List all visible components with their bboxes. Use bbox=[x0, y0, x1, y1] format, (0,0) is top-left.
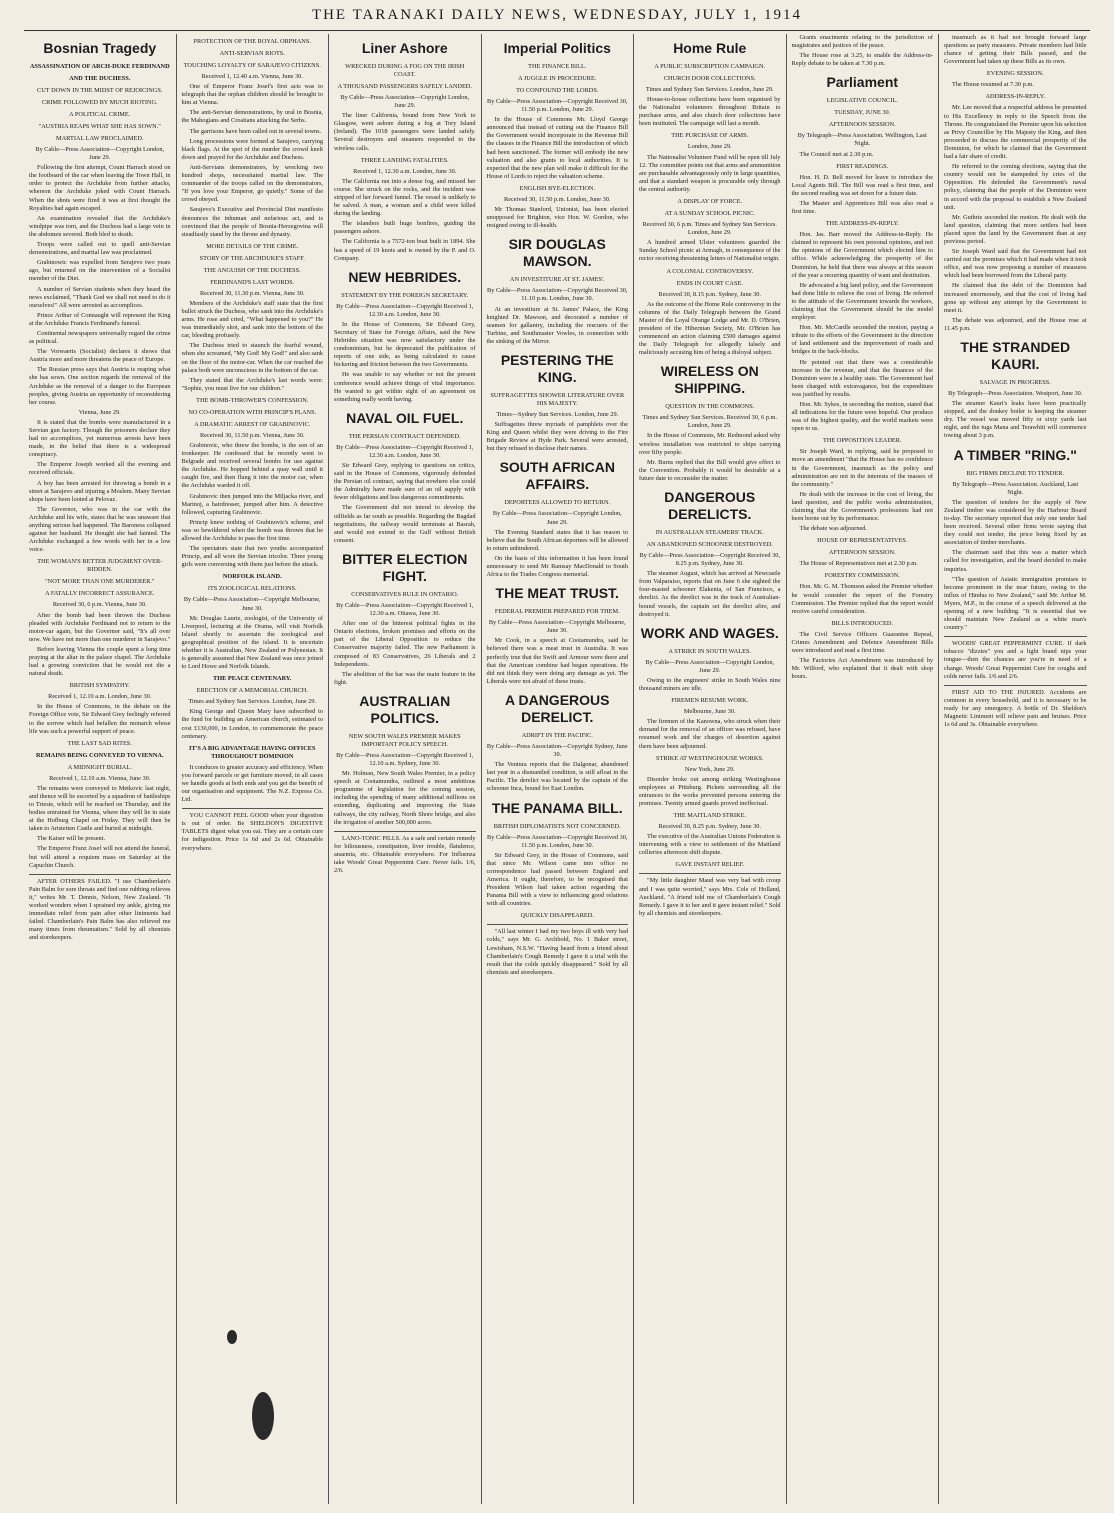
dateline: By Cable—Press Association—Copyright London, June 29. bbox=[492, 510, 622, 526]
ink-blot bbox=[252, 1392, 274, 1440]
sub-headline: "NOT MORE THAN ONE MURDERER." bbox=[45, 578, 155, 586]
masthead-rule bbox=[24, 30, 1090, 31]
article-paragraph: In the House of Commons Mr. Lloyd George announced that instead of cutting out the Finance Bill the Government would incorporate in the Revenue Bill the clauses in the Finance Bill the introduction of which had been sanctioned. The former will embody the new valuation and also grants to local authorities. It is expected that the new plan will make it difficult for the House of Lords to reject the valuation scheme. bbox=[486, 116, 628, 180]
article-paragraph: The Civil Service Officers Guarantee Repeal, Crimes Amendment and Defence Amendment Bills were introduced and read a first time. bbox=[791, 630, 933, 654]
article-paragraph: House-to-house collections have been organised by the Nationalist volunteers throughout Britain to purchase arms, and also church door collections have been instituted. The campaign will last a month. bbox=[639, 96, 781, 128]
article-paragraph: A hundred armed Ulster volunteers guarded the Sunday School picnic at Armagh, in consequence of the rector receiving threatening letters of Nationalist origin. bbox=[639, 239, 781, 263]
article-paragraph: Hon. Mr. McCardle seconded the motion, paying a tribute to the efforts of the Government in the direction of land settlement and the improvement of roads and bridges in the back-blocks. bbox=[791, 324, 933, 356]
article-paragraph: Princip knew nothing of Grabinovic's scheme, and was so bewildered when the bomb was thrown that he allowed the Archduke to pass the first time. bbox=[181, 518, 323, 543]
sub-headline: CUT DOWN IN THE MIDST OF REJOICINGS. bbox=[37, 87, 163, 94]
article-headline: THE PANAMA BILL. bbox=[491, 799, 623, 816]
sub-headline: A JUGGLE IN PROCEDURE. bbox=[518, 75, 597, 82]
article-paragraph: "The question of Asiatic immigration promises to become prominent in the near future, owing to the influx of Hindus to New Zealand," said Mr. Arthur M. Myers, M.P., in the course of a speech delivered at the opening of a new building. "It is essential that we should maintain New Zealand as a white man's country." bbox=[944, 575, 1087, 632]
sub-headline: TO CONFOUND THE LORDS. bbox=[516, 87, 599, 94]
dateline: Received 30, 6 p.m. Times and Sydney Sun Services. London, June 29. bbox=[642, 221, 777, 237]
article-headline: Liner Ashore bbox=[361, 40, 448, 56]
article-headline: Bosnian Tragedy bbox=[43, 40, 157, 56]
sub-headline: FIREMEN RESUME WORK. bbox=[671, 697, 749, 705]
sub-headline: ADRIFT IN THE PACIFIC. bbox=[521, 731, 593, 739]
sub-headline: CHURCH DOOR COLLECTIONS. bbox=[663, 75, 756, 82]
article-paragraph: Sir Joseph Ward said that the Government had not carried out the promises which it had made when it took office, and was now proposing a number of measures which had been borrowed from the Liberal party. bbox=[944, 248, 1087, 280]
column bbox=[634, 34, 787, 1504]
sub-headline: BIG FIRMS DECLINE TO TENDER. bbox=[966, 469, 1064, 477]
article-paragraph: inasmuch as it had not brought forward large questions as party measures. Private members had little chance of getting their Bills passed, and the Government had taken up these Bills as its own. bbox=[944, 34, 1087, 66]
sub-headline: STORY OF THE ARCHDUKE'S STAFF. bbox=[199, 254, 305, 262]
article-paragraph: The Evening Standard states that it has reason to believe that the South African deportees will be allowed to return unhindered. bbox=[486, 528, 628, 552]
article-paragraph: Owing to the engineers' strike in South Wales nine thousand miners are idle. bbox=[639, 676, 781, 693]
sub-headline: AN INVESTITURE AT ST. JAMES'. bbox=[509, 276, 605, 284]
article-paragraph: On the basis of this information it has been found unnecessary to send Mr Ramsay MacDonald to South Africa to the Trades Congress memorial. bbox=[486, 554, 628, 579]
article-paragraph: Mr. Lee moved that a respectful address be presented to His Excellency in reply to the Speech from the Throne. He congratulated the Premier upon his selection as Privy Councillor by His Majesty the King, and then proceeded to discuss the commercial prosperity of the Dominion, for which he claimed that the Government had a fair share of credit. bbox=[944, 104, 1087, 161]
article-paragraph: The debate was adjourned. bbox=[799, 525, 867, 533]
article-paragraph: Long processions were formed at Sarajevo, carrying black flags. At the spot of the murder the crowd knelt down and prayed for the Archduke and Duchess. bbox=[181, 137, 323, 161]
sub-headline: SALVAGE IN PROGRESS. bbox=[979, 379, 1051, 386]
article-paragraph: Troops were called out to quell anti-Servian demonstrations, and martial law was proclaimed. bbox=[29, 241, 171, 257]
article-paragraph: The Kaiser will be present. bbox=[37, 835, 106, 843]
advertisement: WOODS' GREAT PEPPERMINT CURE. If dark tobacco "dizzies" you and a light brand nips your tongue—then the chances are you're in need of a change. Woods' Great Peppermint Cure for coughs and colds never fails. 1/6 and 2/6. bbox=[944, 636, 1087, 680]
dateline: By Cable—Press Association—Copyright Received 30, 11.50 p.m. London, June 29. bbox=[487, 98, 628, 114]
article-paragraph: The Nationalist Volunteer Fund will be open till July 12. The committee points out that arms and ammunition are purchasable advantageously only in large quantities, and that a standard weapon is procurable only through the central authority. bbox=[639, 153, 781, 193]
article-paragraph: Prince Arthur of Connaught will represent the King at the Archduke Francis Ferdinand's funeral. bbox=[29, 311, 171, 327]
article-headline: WIRELESS ON SHIPPING. bbox=[660, 363, 759, 397]
article-paragraph: Grabinovic then jumped into the Miljacka river, and Marinoj, a hairdresser, jumped after him. A detective followed, capturing Grabinovic. bbox=[181, 492, 323, 516]
sub-headline: THE BOMB-THROWER'S CONFESSION. bbox=[196, 396, 309, 404]
sub-headline: BRITISH SYMPATHY. bbox=[69, 682, 130, 690]
article-headline: A TIMBER "RING." bbox=[953, 446, 1077, 463]
article-paragraph: The abolition of the bar was the main feature in the fight. bbox=[334, 670, 476, 686]
advertisement: "My little daughter Maud was very bad with croup and I was quite worried," says Mrs. Cole of Holland, Auckland. "A friend told me of Chamberlain's Cough Remedy. I gave it to her and it gave instant relief." Sold by all chemists and storekeepers. bbox=[639, 873, 781, 917]
dateline: London, June 29. bbox=[687, 143, 732, 151]
dateline: By Cable—Press Association—Copyright Received 1, 12.10 a.m. Sydney, June 30. bbox=[336, 751, 474, 767]
article-headline: PESTERING THE KING. bbox=[500, 351, 614, 385]
dateline: New York, June 29. bbox=[684, 765, 735, 773]
sub-headline: ANTI-SERVIAN RIOTS. bbox=[219, 50, 285, 57]
article-paragraph: The spectators state that two youths accompanied Princip, and all wore the Servian tricolor. Three young girls were conversing with them just before the attack. bbox=[181, 545, 323, 569]
sub-headline: QUICKLY DISAPPEARED. bbox=[520, 912, 594, 920]
masthead: THE TARANAKI DAILY NEWS, WEDNESDAY, JULY 1, 1914 bbox=[311, 7, 803, 23]
article-paragraph: The House rose at 3.25, to enable the Address-in-Reply debate to be taken at 7.30 p.m. bbox=[791, 52, 933, 68]
article-paragraph: The Emperor Joseph worked all the evening and received officials. bbox=[29, 461, 171, 477]
sub-headline: ENDS IN COURT CASE. bbox=[676, 279, 743, 287]
sub-headline: A POLITICAL CRIME. bbox=[69, 111, 131, 118]
article-paragraph: The Council met at 2.30 p.m. bbox=[799, 150, 874, 158]
sub-headline: A THOUSAND PASSENGERS SAFELY LANDED. bbox=[337, 83, 472, 90]
article-paragraph: Grabinowic was expelled from Serajevo two years ago, but returned on the intervention of a Socialist member of the Diet. bbox=[29, 259, 171, 283]
article-paragraph: Hon. Mr. Sykes, in seconding the motion, stated that all indications for the future were hopeful. Our produce was of the highest quality, and the world markets were open to us. bbox=[791, 401, 933, 433]
dateline: By Cable—Press Association—Copyright Received 30, 8.25 p.m. Sydney, June 30. bbox=[639, 552, 780, 568]
article-paragraph: The Governor, who was in the car with the Archduke and his wife, states that he was unaware that anything serious had happened. The Baroness collapsed against her husband. He thought she had fainted. The Archduke exchanged a few words with her in a low voice. bbox=[29, 505, 171, 554]
sub-headline: HOUSE OF REPRESENTATIVES. bbox=[817, 537, 908, 545]
article-paragraph: Hon. Mr. G. M. Thomson asked the Premier whether he would consider the report of the Forestry Commission. The Premier replied that the report would receive careful consideration. bbox=[791, 583, 933, 615]
sub-headline: THE PEACE CENTENARY. bbox=[213, 675, 292, 683]
article-paragraph: The question of tenders for the supply of New Zealand timber was considered by the Harbour Board to-day. The secretary reported that only one tender had been received. Several other firms wrote saying that they could not tender, the price being fixed by an association of timber merchants. bbox=[944, 498, 1087, 547]
sub-headline: LEGISLATIVE COUNCIL. bbox=[826, 97, 898, 105]
article-paragraph: Sir Edward Grey, in the House of Commons, said that since Mr. Wilson came into office no correspondence had passed between England and America. It ought, therefore, to be recognised that President Wilson had taken action regarding the Panama Bill with a view to influencing good relations with all countries. bbox=[486, 851, 628, 908]
sub-headline: DEPORTEES ALLOWED TO RETURN. bbox=[504, 499, 611, 507]
sub-headline: ENGLISH BYE-ELECTION. bbox=[519, 184, 596, 192]
article-paragraph: The remains were conveyed to Metkovic last night, and thence will be escorted by a squadron of battleships to Trieste, which will be reached on Thursday, and the bodies entrained for Vienna, where they will lie in state at the Hofburg Chapel on Friday. They will then be taken to Artstetten Castle and buried at midnight. bbox=[29, 784, 171, 833]
article-paragraph: In the House of Commons, Mr. Redmond asked why wireless installation was restricted to ships carrying over fifty people. bbox=[639, 432, 781, 456]
article-paragraph: As the outcome of the Home Rule controversy in the columns of the Daily Telegraph between the Grand Master of the Loyal Orange Lodge and Mr. D. O'Brien, president of the Hibernian Society, Mr. O'Brien has commenced an action claiming £500 damages against the Daily Telegraph for allegedly falsely and maliciously accusing him of being a disloyal subject. bbox=[639, 300, 781, 357]
sub-headline: BRITISH DIPLOMATISTS NOT CONCERNED. bbox=[493, 822, 621, 830]
sub-headline: FERDINAND'S LAST WORDS. bbox=[210, 278, 295, 286]
article-paragraph: He dealt with the increase in the cost of living, the land question, and the public works administration, claiming that the Government's professions had not been borne out by its performance. bbox=[791, 490, 933, 523]
sub-headline: STATEMENT BY THE FOREIGN SECRETARY. bbox=[341, 291, 469, 299]
sub-headline: ITS ZOOLOGICAL RELATIONS. bbox=[207, 585, 297, 593]
sub-headline: WRECKED DURING A FOG ON THE IRISH COAST. bbox=[345, 63, 465, 78]
article-paragraph: It is stated that the bombs were manufactured in a Servian gun factory. Though the prisoners declare they had no accomplices, yet numerous arrests have been made, in the belief that there is a widespread conspiracy. bbox=[29, 418, 171, 459]
article-paragraph: The Emperor Franz Josef will not attend the funeral, but will attend a requiem mass on Saturday at the Capuchin Church. bbox=[29, 845, 171, 869]
sub-headline: REMAINS BEING CONVEYED TO VIENNA. bbox=[35, 751, 164, 759]
sub-headline: THE OPPOSITION LEADER. bbox=[822, 437, 902, 445]
sub-headline: FEDERAL PREMIER PREPARED FOR THEM. bbox=[494, 608, 620, 616]
column bbox=[787, 34, 940, 1504]
article-paragraph: They stated that the Archduke's last words were: "Sophie, you must live for our children." bbox=[181, 376, 323, 392]
article-paragraph: After the bomb had been thrown the Duchess pleaded with Archduke Ferdinand not to return to the motor-car again, but the Governor said, "It's all over now. We have not more than one murderer in Sarajevo." bbox=[29, 611, 171, 643]
dateline: Times and Sydney Sun Services. Received 30, 6 p.m. London, June 29. bbox=[642, 414, 777, 430]
dateline: By Cable—Press Association—Copyright Received 1, 12.30 a.m. London, June 30. bbox=[336, 302, 474, 318]
article-paragraph: The steamer August, which has arrived at Newcastle from Valparaiso, reports that on June 6 she sighted the four-masted schooner Elakenia, of San Francisco, a derelict. As the derelict was in the track of Australian-bound vessels, the captain set the derelict afire, and destroyed it. bbox=[639, 570, 781, 618]
sub-headline: FIRST READINGS. bbox=[836, 162, 889, 170]
sub-headline: A COLONIAL CONTROVERSY. bbox=[666, 267, 754, 275]
column bbox=[177, 34, 330, 1504]
sub-headline: ADDRESS-IN-REPLY. bbox=[985, 93, 1046, 101]
article-paragraph: It conduces to greater accuracy and efficiency. When you forward parcels or get furniture moved, in all cases we handle goods at both ends and you get the benefit of our organisation and equipment. The N.Z. Express Co. Ltd. bbox=[181, 763, 323, 804]
article-paragraph: The chairman said that this was a matter which called for investigation, and the board decided to make inquiries. bbox=[944, 549, 1087, 573]
sub-headline: TUESDAY, JUNE 30. bbox=[834, 109, 891, 117]
sub-headline: NORFOLK ISLAND. bbox=[222, 573, 282, 581]
sub-headline: CONSERVATIVES RULE IN ONTARIO. bbox=[351, 590, 459, 598]
sub-headline: AN ABANDONED SCHOONER DESTROYED. bbox=[646, 541, 773, 548]
dateline: Times and Sydney Sun Services. London, June 29. bbox=[188, 698, 317, 706]
dateline: By Cable—Press Association—Copyright Melbourne, June 30. bbox=[488, 619, 626, 635]
column bbox=[939, 34, 1092, 1504]
article-paragraph: Members of the Archduke's staff state that the first bullet struck the Duchess, who sank into the Archduke's arms. He rose and cried, "What happened to you?" He was immediately shot, and sank into the bottom of the car, bleeding profusely. bbox=[181, 299, 323, 340]
article-paragraph: Grants enactments relating to the jurisdiction of magistrates and justices of the peace. bbox=[791, 34, 933, 50]
sub-headline: PROTECTION OF THE ROYAL ORPHANS. bbox=[193, 38, 311, 45]
sub-headline: TOUCHING LOYALTY OF SARAJEVO CITIZENS. bbox=[183, 62, 321, 69]
article-paragraph: He was unable to say whether or not the present conference would achieve things of vital importance. He wanted to get within sight of an agreement on something really worth having. bbox=[334, 371, 476, 403]
article-headline: WORK AND WAGES. bbox=[640, 624, 779, 641]
article-headline: NAVAL OIL FUEL. bbox=[346, 409, 464, 426]
article-paragraph: Mr. Holman, New South Wales Premier, in a policy speech at Cootamundra, outlined a most ambitious programme of legislation for the coming session, including the spending of many additional millions on extending, duplicating and improving the State railways, the city railway, North Shore bridge, and also the irrigation of another 500,000 acres. bbox=[334, 770, 476, 826]
article-headline: DANGEROUS DERELICTS. bbox=[664, 489, 756, 522]
dateline: Received 30, 11.50 p.m. London, June 30. bbox=[504, 195, 611, 203]
dateline: By Cable—Press Association—Copyright Received 1, 12.30 a.m. Ottawa, June 30. bbox=[336, 601, 474, 618]
sub-headline: BILLS INTRODUCED. bbox=[831, 619, 894, 627]
article-headline: AUSTRALIAN POLITICS. bbox=[359, 692, 451, 726]
dateline: Times—Sydney Sun Services. London, June 29. bbox=[496, 410, 619, 418]
dateline: By Cable—Press Association—Copyright London, June 29. bbox=[340, 94, 470, 110]
article-paragraph: Mr. Burns replied that the Bill would give effect to the Convention. Probably it would be desirable at a future date to reconsider the matter. bbox=[639, 458, 781, 482]
article-paragraph: Disorder broke out among striking Westinghouse employees at Pittsburg. Pickets surrounding all the entrances to the works prevented persons entering the premises. Twenty armed guards proved ineffectual. bbox=[639, 775, 781, 807]
sub-headline: THE PURCHASE OF ARMS. bbox=[671, 132, 749, 140]
dateline: By Cable—Press Association—Copyright Melbourne, June 30. bbox=[183, 596, 321, 612]
sub-headline: A FATALLY INCORRECT ASSURANCE. bbox=[45, 590, 155, 598]
dateline: Received 30, 8.25 p.m. Sydney, June 30. bbox=[658, 823, 761, 831]
article-paragraph: In the House of Commons, Sir Edward Grey, Secretary of State for Foreign Affairs, said the New Hebrides situation was now satisfactory under the condominium, but he deprecated the publication of reports of one side, as being calculated to cause bickering and friction between the two Governments. bbox=[334, 320, 476, 369]
article-paragraph: The Factories Act Amendment was introduced by Mr. Wilford, who explained that it dealt with shop hours. bbox=[791, 657, 933, 681]
dateline: By Cable—Press Association—Copyright Received 1, 12.30 a.m. London, June 30. bbox=[336, 443, 474, 459]
article-headline: BITTER ELECTION FIGHT. bbox=[342, 550, 468, 584]
article-paragraph: One of Emperor Franz Josef's first acts was to telegraph that the orphan children should be brought to him at Vienna. bbox=[181, 83, 323, 107]
sub-headline: GAVE INSTANT RELIEF. bbox=[675, 861, 745, 869]
dateline: By Cable—Press Association—Copyright Received 30, 11.10 p.m. London, June 30. bbox=[487, 287, 628, 303]
article-paragraph: Following the first attempt, Count Harrach stood on the footboard of the car when leaving the Town Hall, in order to protect the Archduke from further attacks, whereon the Archduke joked with Count Harrach. When the shots were fired it was at first thought the Royalties had again escaped. bbox=[29, 164, 171, 212]
article-paragraph: He claimed that the debt of the Dominion had increased enormously, and that the cost of living had gone up without any attempt by the Government to meet it. bbox=[944, 282, 1087, 314]
article-paragraph: A number of Servian students when they heard the news exclaimed, "Thank God we shall not need to do it ourselves!" All were arrested as accomplices. bbox=[29, 285, 171, 309]
sub-headline: A DISPLAY OF FORCE. bbox=[677, 198, 743, 206]
sub-headline: THE MAITLAND STRIKE. bbox=[673, 812, 747, 820]
sub-headline: FORESTRY COMMISSION. bbox=[824, 572, 900, 580]
dateline: Received 1, 12.10 a.m. Vienna, June 30. bbox=[49, 774, 151, 782]
article-paragraph: An examination revealed that the Archduke's windpipe was torn, and the Duchess had a large vein in the abdomen severed. Both bled to death. bbox=[29, 214, 171, 238]
article-paragraph: The California is a 7572-ton boat built in 1894. She has a speed of 19 knots and is owned by the P. and O. Company. bbox=[334, 238, 476, 262]
article-paragraph: The Master and Apprentices Bill was also read a first time. bbox=[791, 199, 933, 216]
article-paragraph: Hon. H. D. Bell moved for leave to introduce the Local Agents Bill. The Bill was read a first time, and the second reading was set down for a future date. bbox=[791, 173, 933, 197]
article-paragraph: Suffragettes threw myriads of pamphlets over the King and Queen whilst they were driving to the Fire Brigade Review at Hyde Park. Several were arrested, but they refused to disclose their names. bbox=[486, 421, 628, 453]
sub-headline: A DRAMATIC ARREST OF GRABINOVIC. bbox=[194, 420, 311, 428]
dateline: Received 30, 8.15 p.m. Sydney, June 30. bbox=[658, 290, 761, 298]
advertisement: YOU CANNOT FEEL GOOD when your digestion is out of order. Be SHELDON'S DIGESTIVE TABLETS digest what you eat. They are a certain cure for indigestion. Price 1s 6d and 2s 6d. Obtainable everywhere. bbox=[182, 808, 324, 852]
advertisement: LANO-TONIC PILLS. As a safe and certain remedy for biliousness, constipation, liver trouble, flatulence, anaemia, etc. Obtainable everywhere. For Influenza take Woods' Great Peppermint Cure. Never fails. 1/6, 2/6. bbox=[334, 831, 476, 875]
article-paragraph: Mr Thomas Stanford, Unionist, has been elected unopposed for Brighton, vice Hon. W. Gordon, who resigned owing to ill-health. bbox=[486, 206, 628, 230]
article-paragraph: Mr. Douglas Laurie, zoologist, of the University of Liverpool, lecturing at the Orama, will visit Norfolk Island shortly to ascertain the zoological and geographical position of the island. It is uncertain whether it is Australian, New Zealand or Polynesian. It is generally assumed that New Zealand was once joined to Lord Howe and Norfolk Islands. bbox=[181, 614, 323, 671]
article-headline: Imperial Politics bbox=[503, 40, 611, 56]
newspaper-columns bbox=[24, 34, 1092, 1504]
column bbox=[24, 34, 177, 1504]
article-paragraph: Before leaving Vienna the couple spent a long time praying at the altar in the palace chapel. The Archduke had a growing conviction that he would not die a natural death. bbox=[29, 645, 171, 678]
article-headline: NEW HEBRIDES. bbox=[348, 268, 462, 285]
article-paragraph: The House resumed at 7.30 p.m. bbox=[952, 81, 1034, 89]
dateline: By Cable—Press Association—Copyright Sydney, June 30. bbox=[486, 742, 628, 759]
sub-headline: AFTERNOON SESSION. bbox=[828, 549, 896, 557]
article-paragraph: Mr Cook, in a speech at Cootamundra, said he believed there was a meat trust in Australia. It was perfectly true that the Swift and Armour were there and that the American combine had begun operations. He did not think they were doing any damage as yet. The Liberals were not afraid of these trusts. bbox=[486, 637, 628, 685]
article-paragraph: The House of Representatives met at 2.30 p.m. bbox=[799, 560, 918, 568]
sub-headline: THE LAST SAD RITES. bbox=[67, 739, 132, 747]
sub-headline: CRIME FOLLOWED BY MUCH RIOTING. bbox=[41, 99, 158, 106]
sub-headline: THE WOMAN'S BETTER JUDGMENT OVER-RIDDEN. bbox=[37, 558, 163, 574]
sub-headline: THE FINANCE BILL. bbox=[528, 63, 587, 70]
article-paragraph: The executive of the Australian Unions Federation is intervening with a view to settlement of the Maitland collieries afternoon shift dispute. bbox=[639, 833, 781, 857]
dateline: By Cable—Press Association—Copyright London, June 29. bbox=[645, 658, 775, 674]
advertisement: FIRST AID TO THE INJURED. Accidents are common in every household, and it is necessary to be ready for any emergency. A bottle of Dr. Sheldon's Magnetic Liniment will relieve pain and bruises. Price 1s 6d and 3s. Obtainable everywhere. bbox=[944, 685, 1087, 729]
article-paragraph: Sir Joseph Ward, in replying, said he proposed to move an amendment "that the House has no confidence in the Government, inasmuch as the policy and administration are not in the interests of the masses of the community." bbox=[791, 448, 933, 488]
article-paragraph: Continental newspapers universally regard the crime as political. bbox=[29, 329, 171, 346]
dateline: Melbourne, June 30. bbox=[683, 708, 736, 716]
dateline: By Telegraph—Press Association. Auckland, Last Night. bbox=[952, 480, 1079, 496]
article-paragraph: Mr. Guthrie seconded the motion. He dealt with the land question, claiming that more settlers had been placed upon the land by the Government than at any previous period. bbox=[944, 213, 1087, 245]
sub-headline: QUESTION IN THE COMMONS. bbox=[665, 403, 755, 411]
article-headline: A DANGEROUS DERELICT. bbox=[505, 691, 610, 725]
article-paragraph: The Vorwaerts (Socialist) declares it shows that Austria more and more threatens the peace of Europe. bbox=[29, 348, 171, 364]
article-paragraph: The Ventura reports that the Dalgonar, abandoned last year in a dismantled condition, is still afloat in the Pacific. The derelict was located by the captain of the schooner Inca, bound for East London. bbox=[486, 761, 628, 793]
column bbox=[329, 34, 482, 1504]
sub-headline: STRIKE AT WESTINGHOUSE WORKS. bbox=[656, 754, 764, 762]
dateline: Received 30, 6 p.m. Vienna, June 30. bbox=[52, 601, 147, 609]
article-headline: THE STRANDED KAURI. bbox=[960, 339, 1071, 372]
sub-headline: NO CO-OPERATION WITH PRINCIP'S PLANS. bbox=[188, 408, 317, 416]
dateline: By Telegraph—Press Association. Wellington, Last Night. bbox=[797, 132, 927, 148]
article-headline: SIR DOUGLAS MAWSON. bbox=[508, 236, 606, 270]
advertisement: "All last winter I had my two boys ill with very bad colds," says Mr. G. Archbold, No. 1 Baker street, Lewisham, N.S.W. "Having heard from a friend about Chamberlain's Cough Remedy I gave it a trial with the result that the colds quickly disappeared." Sold by all chemists and storekeepers. bbox=[487, 924, 629, 977]
ink-blot bbox=[227, 1330, 237, 1344]
sub-headline: THREE LANDING FATALITIES. bbox=[360, 156, 449, 164]
article-paragraph: Hon. Jas. Barr moved the Address-in-Reply. He claimed to represent his own personal opinions, and not the opinions of the Government which elected him to office. While acknowledging the prosperity of the Dominion, he held that there was always at this season of the year a recurring quantity of want and destitution. bbox=[791, 231, 933, 279]
dateline: By Telegraph—Press Association. Westport, June 30. bbox=[948, 390, 1083, 397]
article-paragraph: The liner California, bound from New York to Glasgow, went ashore during a fog at Tory Island (Ireland). The 1018 passengers were landed safely. Several destroyers and steamers responded to the wireless calls. bbox=[334, 112, 476, 152]
dateline: Received 30, 11.50 p.m. Vienna, June 30. bbox=[199, 431, 305, 439]
article-paragraph: The islanders built huge bonfires, guiding the passengers ashore. bbox=[334, 220, 476, 236]
article-paragraph: The firemen of the Kanowna, who struck when their demand for the removal of an officer was refused, have resumed work and the charges of desertion against them have been adjourned. bbox=[639, 718, 781, 750]
article-paragraph: The anti-Servian demonstrations, by ural in Bosnia, the Mahogians and Croatians attacking the Serbs. bbox=[181, 109, 323, 125]
sub-headline: ERECTION OF A MEMORIAL CHURCH. bbox=[196, 687, 308, 695]
sub-headline: IT'S A BIG ADVANTAGE HAVING OFFICES THROUGHOUT DOMINION bbox=[189, 744, 316, 760]
sub-headline: EVENING SESSION. bbox=[986, 70, 1044, 78]
article-paragraph: The Government did not intend to develop the oilfields as far south as possible. Regarding the Bagdad negotiations, the railway would terminate at Basrah, and would not extend to the Gulf without British consent. bbox=[334, 504, 476, 544]
article-paragraph: Anti-Servians demonstrators, by wrecking two hundred shops, necessitated martial law. The commander of the troops called on the demonstrators, "If you love your Emperor, go quietly." Some of the crowd obeyed. bbox=[181, 163, 323, 204]
sub-headline: THE ADDRESS-IN-REPLY. bbox=[825, 220, 899, 228]
dateline: Received 30, 11.30 p.m. Vienna, June 30. bbox=[199, 289, 305, 297]
article-paragraph: The debate was adjourned, and the House rose at 11.45 p.m. bbox=[944, 316, 1087, 332]
sub-headline: THE ANGUISH OF THE DUCHESS. bbox=[203, 266, 301, 274]
sub-headline: AND THE DUCHESS. bbox=[69, 75, 131, 82]
article-paragraph: A boy has been arrested for throwing a bomb in a street at Sarajevo and injuring a Moslem. Many Servian shops have been looted at Pelovaz. bbox=[29, 479, 171, 503]
article-paragraph: The Duchess tried to staunch the fearful wound, when she screamed, "My God! My God!" and also sank on the floor of the motor-car. When the car reached the palace both were unconscious in the bottom of the car. bbox=[181, 342, 323, 374]
sub-headline: MORE DETAILS OF THE CRIME. bbox=[206, 242, 299, 250]
article-paragraph: In the House of Commons, in the debate on the Foreign Office vote, Sir Edward Grey feelingly referred to the sorrow which had befallen the monarch whose life was such a powerful support of peace. bbox=[29, 703, 171, 735]
advertisement: AFTER OTHERS FAILED. "I use Chamberlain's Pain Balm for sore throats and find one rubbing relieves it," writes Mr. T. Dennis, Nelson, New Zealand. "It worked wonders when I sprained my ankle, giving me immediate relief from pain after other liniments had failed. Chamberlain's Pain Balm has also relieved me many times from rheumatism." Sold by all chemists and storekeepers. bbox=[29, 874, 171, 943]
sub-headline: ASSASSINATION OF ARCH-DUKE FERDINAND bbox=[29, 63, 170, 70]
article-headline: Home Rule bbox=[673, 40, 747, 56]
article-paragraph: Sarajevo's Executive and Provincial Diet manifesto denounces the inhuman and nefarious act, and is convinced that the people of Bosnia-Herzegovina will steadfastly stand by the throne and dynasty. bbox=[181, 206, 323, 238]
sub-headline: THE PERSIAN CONTRACT DEFENDED. bbox=[348, 432, 461, 440]
article-paragraph: King George and Queen Mary have subscribed to the fund for building an American church, estimated to cost £130,000, in London, to commemorate the peace centenary. bbox=[181, 708, 323, 740]
sub-headline: A PUBLIC SUBSCRIPTION CAMPAIGN. bbox=[654, 63, 766, 70]
dateline: Received 1, 12.30 a.m. London, June 30. bbox=[353, 167, 457, 175]
article-paragraph: He pointed out that there was a considerable increase in the revenue, and that the finances of the Dominion were in a healthy state. The Government had been charged with extravagance, but the expenditure was justified by results. bbox=[791, 358, 933, 398]
sub-headline: A STRIKE IN SOUTH WALES. bbox=[668, 647, 752, 655]
article-paragraph: The garrisons have been called out in several towns. bbox=[189, 127, 322, 135]
sub-headline: "AUSTRIA REAPS WHAT SHE HAS SOWN." bbox=[38, 123, 161, 130]
sub-headline: IN AUSTRALIAN STEAMERS' TRACK. bbox=[655, 529, 764, 536]
article-paragraph: He referred to the coming elections, saying that the country would not be stampeded by cries of the Opposition. He defended the Government's naval policy, claiming that the people of the Dominion were in accord with the proposal to establish a New Zealand unit. bbox=[944, 163, 1087, 211]
article-paragraph: After one of the bitterest political fights in the Ontario elections, broken promises and efforts on the part of the Liberal Opposition to reduce the Conservative majority failed. The new Parliament is composed of 83 Conservatives, 26 Liberals and 2 Independents. bbox=[334, 620, 476, 668]
article-headline: SOUTH AFRICAN AFFAIRS. bbox=[499, 459, 615, 493]
article-headline: THE MEAT TRUST. bbox=[495, 585, 619, 602]
dateline: Received 1, 12.40 a.m. Vienna, June 30. bbox=[201, 73, 303, 80]
sub-headline: AT A SUNDAY SCHOOL PICNIC. bbox=[664, 210, 755, 218]
sub-headline: A MIDNIGHT BURIAL. bbox=[67, 763, 132, 771]
sub-headline: NEW SOUTH WALES PREMIER MAKES IMPORTANT POLICY SPEECH. bbox=[348, 732, 461, 748]
article-paragraph: Grabinovic, who threw the bombs, is the son of an ironkeeper. He confessed that he recently went to Belgrade and received several bombs for use against the Archduke. He hopped behind a quay wall until it caught fire, and then flung it into the motor car, when the Archduke warded it off. bbox=[181, 442, 323, 490]
sub-headline: MARTIAL LAW PROCLAIMED. bbox=[56, 135, 144, 142]
sub-headline: SUFFRAGETTES SHOWER LITERATURE OVER HIS MAJESTY. bbox=[490, 391, 625, 407]
dateline: Vienna, June 29. bbox=[78, 408, 121, 416]
sub-headline: AFTERNOON SESSION. bbox=[828, 121, 896, 129]
article-headline: Parliament bbox=[826, 74, 899, 91]
article-paragraph: The California ran into a dense fog, and missed her course. She struck on the rocks, and the incident was stripped of her forward funnel. The vessel is unlikely to be salved. A man, a woman and a child were killed during the landing. bbox=[334, 177, 476, 218]
dateline: Times and Sydney Sun Services. London, June 29. bbox=[645, 86, 774, 93]
dateline: Received 1, 12.10 a.m. London, June 30. bbox=[48, 693, 152, 701]
article-paragraph: The steamer Kauri's leaks have been practically stopped, and the donkey boiler is keeping the steamer dry. The vessel was moved fifty or sixty yards last night, and the tugs Mana and Terawhiti will commence towing about 3 p.m. bbox=[944, 400, 1087, 440]
article-paragraph: He advocated a big land policy, and the Government had done little to relieve the cost of living. He referred to the attitude of the Government towards the workers, claiming that the Government should be the model employer. bbox=[791, 281, 933, 322]
article-paragraph: At an investiture at St. James' Palace, the King knighted Dr. Mawson, and decorated a number of seamen for gallantry, including the rescuers of the Turbine, and Southmaster Vowles, in connection with the sinking of the Mirror. bbox=[486, 305, 628, 345]
article-paragraph: Sir Edward Grey, replying to questions on critics, said in the House of Commons, vigorously defended the Persian oil contract, saying that nowhere else could the Admiralty have made sure of an oil supply with fewer obligations and less dangerous commitments. bbox=[334, 462, 476, 502]
article-paragraph: The Russian press says that Austria is reaping what she has sown. One section regards the removal of the Archduke as the removal of a danger to the European peoples, giving Austria an opportunity of reconsidering her course. bbox=[29, 366, 171, 406]
column bbox=[482, 34, 635, 1504]
dateline: By Cable—Press Association—Copyright London, June 29. bbox=[35, 146, 165, 162]
dateline: By Cable—Press Association—Copyright Received 30, 11.50 p.m. London, June 30. bbox=[487, 833, 628, 849]
